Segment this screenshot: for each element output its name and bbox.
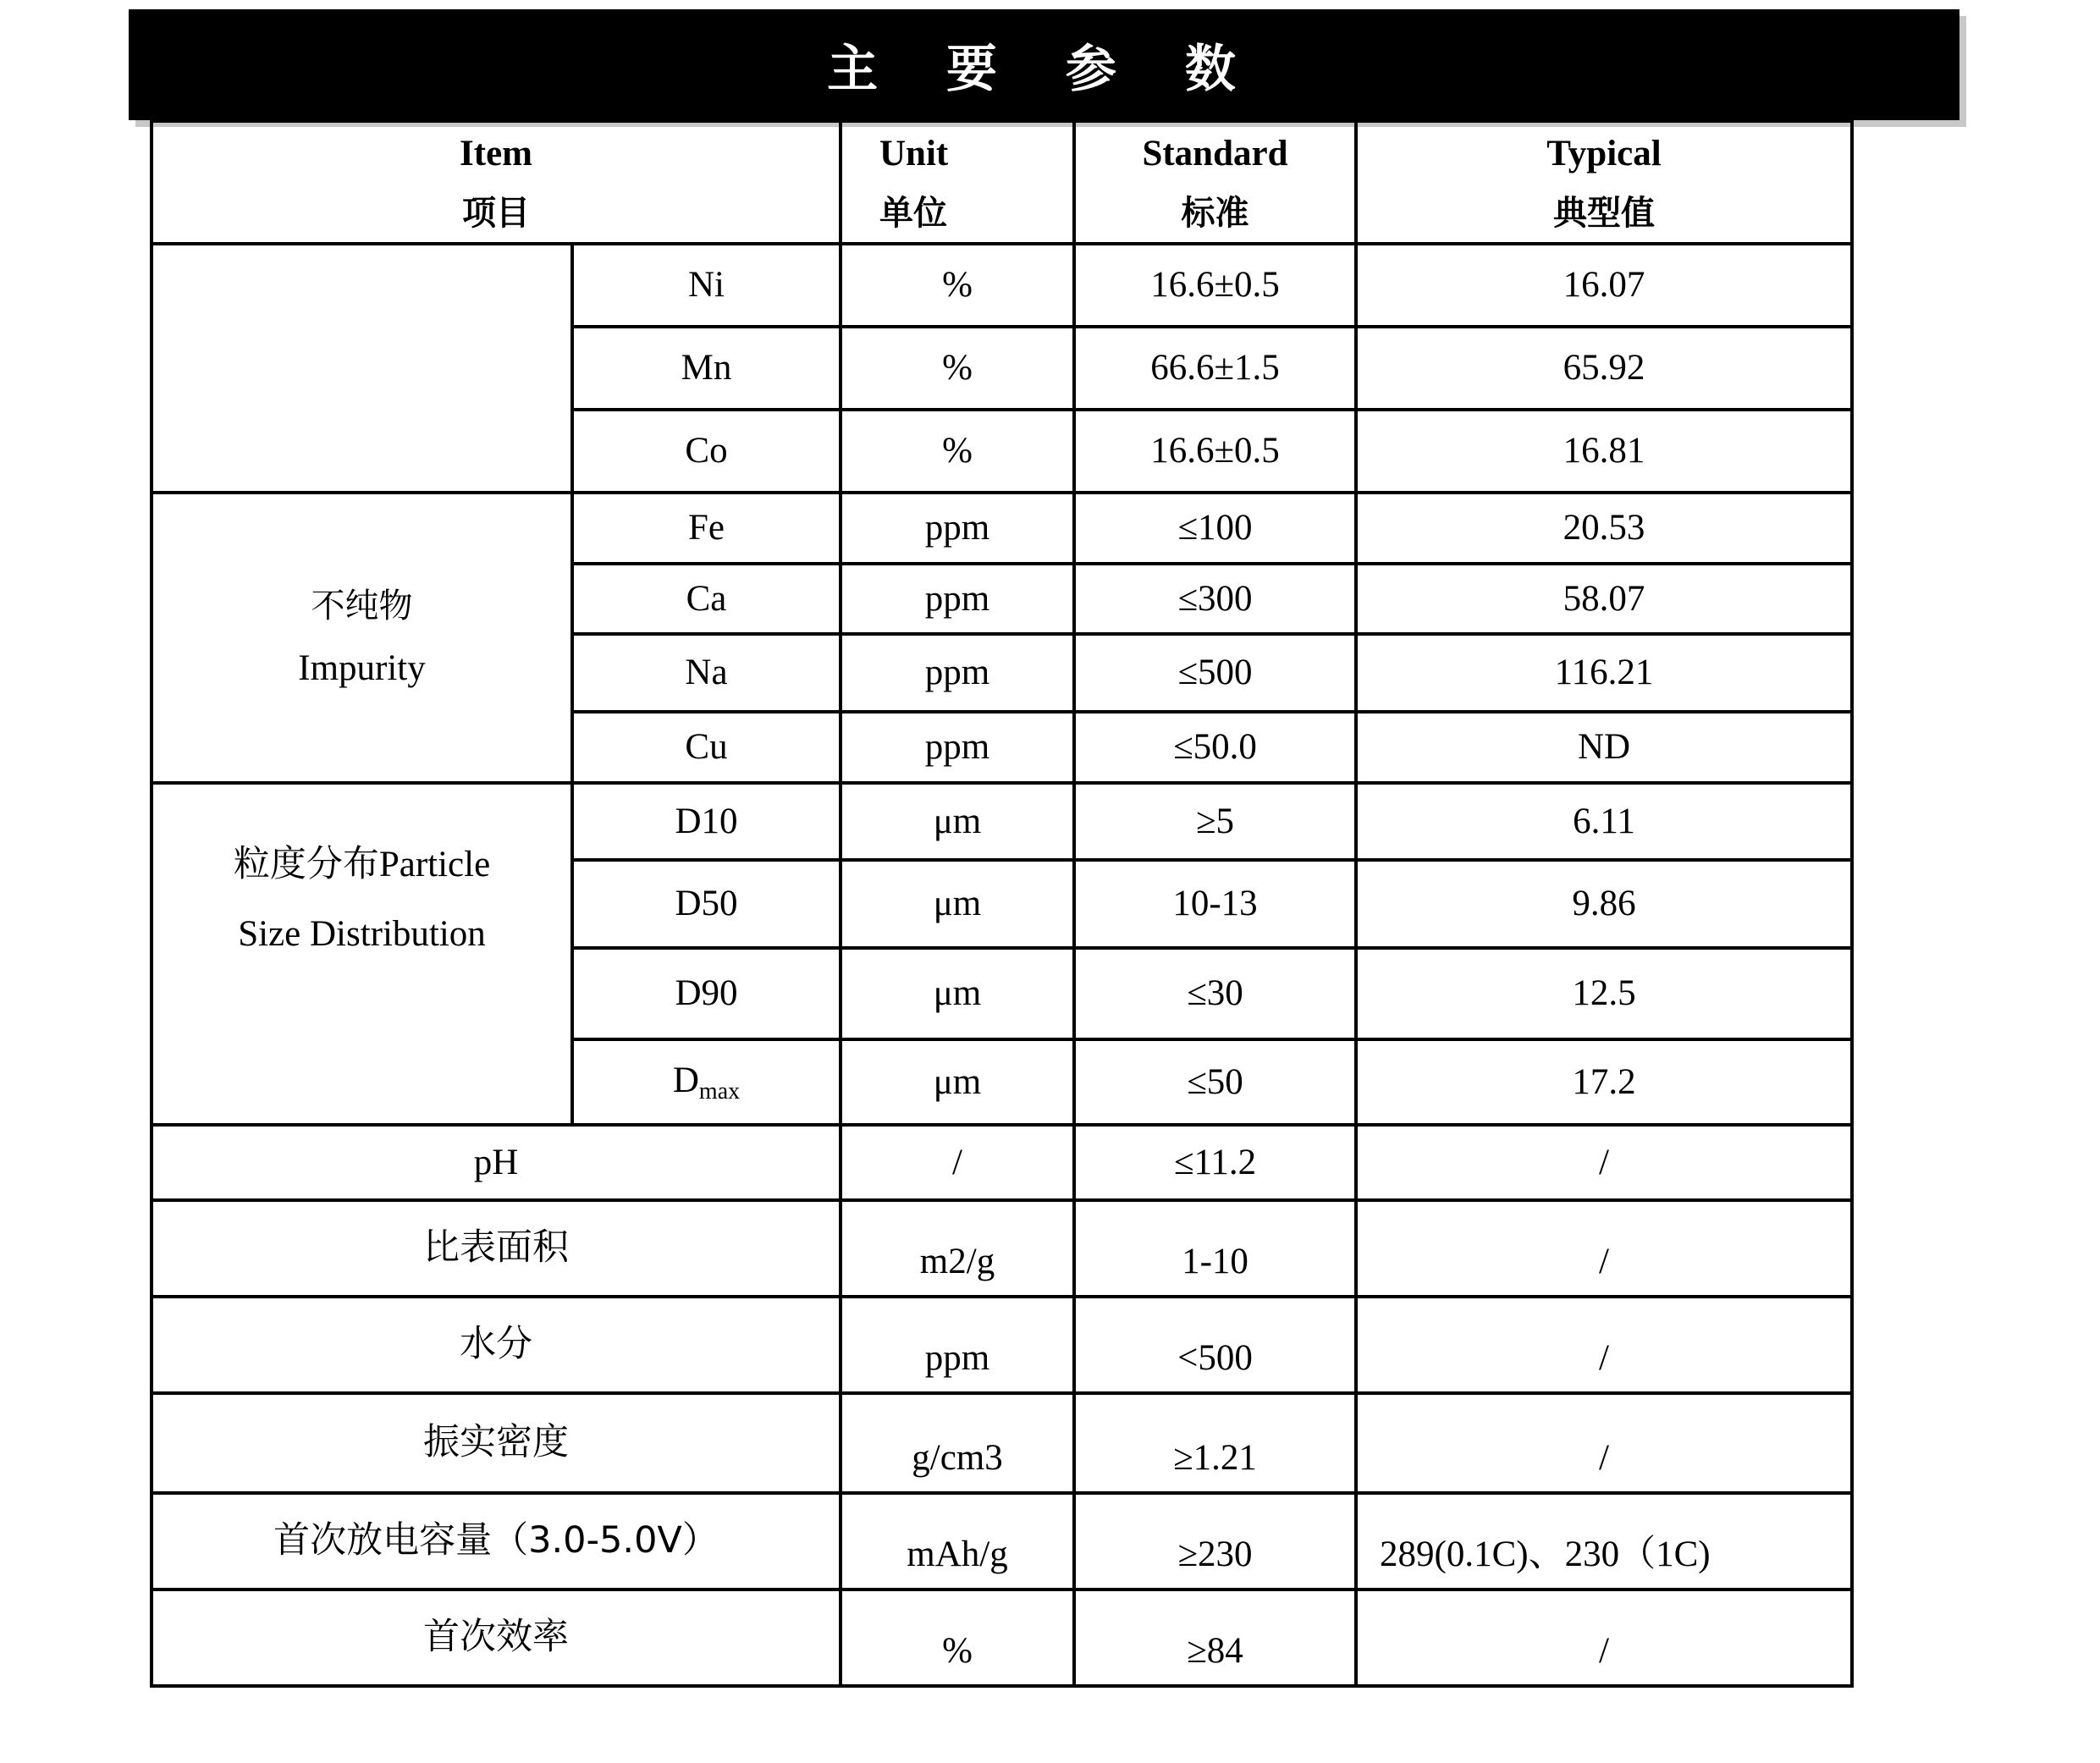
impurity-label-en: Impurity	[298, 647, 426, 688]
header-typical	[1356, 121, 1852, 244]
standard-cell: ≤500	[1074, 634, 1356, 712]
header-typical-en: Typical	[1546, 134, 1662, 174]
item-cell: 振实密度	[152, 1393, 841, 1493]
item-cell: 首次放电容量（3.0-5.0V）	[152, 1493, 841, 1589]
header-unit	[841, 121, 1074, 244]
table-row	[152, 1493, 1852, 1589]
item-cell: Ni	[572, 244, 841, 327]
unit-cell: ppm	[841, 564, 1074, 634]
item-cell: Mn	[572, 327, 841, 410]
standard-cell: <500	[1074, 1297, 1356, 1393]
item-cell: Cu	[572, 712, 841, 783]
unit-cell: ppm	[841, 634, 1074, 712]
typical-cell: 6.11	[1356, 783, 1852, 860]
standard-cell: ≥5	[1074, 783, 1356, 860]
typical-cell: /	[1356, 1297, 1852, 1393]
item-cell: pH	[152, 1125, 841, 1200]
typical-cell: 116.21	[1356, 634, 1852, 712]
standard-cell: 66.6±1.5	[1074, 327, 1356, 410]
standard-cell: ≥1.21	[1074, 1393, 1356, 1493]
header-unit-en: Unit	[879, 134, 949, 174]
typical-cell: /	[1356, 1125, 1852, 1200]
impurity-label-zh: 不纯物	[311, 586, 413, 625]
item-cell: Fe	[572, 493, 841, 564]
item-cell: 比表面积	[152, 1200, 841, 1297]
standard-cell: ≥230	[1074, 1493, 1356, 1589]
standard-cell: ≤100	[1074, 493, 1356, 564]
standard-cell: 10-13	[1074, 860, 1356, 948]
item-base: D	[672, 1061, 699, 1101]
composition-group-cell	[152, 244, 572, 493]
page-title: 主 要 参 数	[129, 9, 1959, 120]
item-cell: 首次效率	[152, 1589, 841, 1686]
table-row	[152, 1297, 1852, 1393]
standard-cell: ≤30	[1074, 948, 1356, 1039]
typical-cell: 65.92	[1356, 327, 1852, 410]
item-cell	[572, 1039, 841, 1125]
standard-cell: 1-10	[1074, 1200, 1356, 1297]
typical-cell: 289(0.1C)、230（1C)	[1356, 1493, 1852, 1589]
unit-cell: %	[841, 327, 1074, 410]
header-unit-zh: 单位	[879, 194, 947, 234]
table-row	[152, 244, 1852, 327]
unit-cell: ppm	[841, 1297, 1074, 1393]
table-row	[152, 493, 1852, 564]
unit-cell: μm	[841, 1039, 1074, 1125]
header-standard-en: Standard	[1142, 134, 1288, 174]
item-cell: 水分	[152, 1297, 841, 1393]
header-item	[152, 121, 841, 244]
header-standard-zh: 标准	[1181, 194, 1249, 234]
unit-cell: %	[841, 244, 1074, 327]
psd-label-line2: Size Distribution	[238, 913, 486, 954]
table-row	[152, 1393, 1852, 1493]
unit-cell: μm	[841, 948, 1074, 1039]
parameters-table	[150, 119, 1854, 1688]
item-cell: Ca	[572, 564, 841, 634]
unit-cell: μm	[841, 783, 1074, 860]
header-row	[152, 121, 1852, 244]
typical-cell: 9.86	[1356, 860, 1852, 948]
item-cell: Co	[572, 410, 841, 493]
typical-cell: 17.2	[1356, 1039, 1852, 1125]
unit-cell: m2/g	[841, 1200, 1074, 1297]
unit-cell: %	[841, 1589, 1074, 1686]
typical-cell: 20.53	[1356, 493, 1852, 564]
standard-cell: ≤300	[1074, 564, 1356, 634]
typical-cell: 16.07	[1356, 244, 1852, 327]
unit-cell: ppm	[841, 493, 1074, 564]
impurity-group-cell	[152, 493, 572, 783]
item-cell: D90	[572, 948, 841, 1039]
typical-cell: /	[1356, 1589, 1852, 1686]
standard-cell: 16.6±0.5	[1074, 244, 1356, 327]
standard-cell: 16.6±0.5	[1074, 410, 1356, 493]
typical-cell: 16.81	[1356, 410, 1852, 493]
psd-label-line1: 粒度分布Particle	[233, 845, 491, 885]
typical-cell: ND	[1356, 712, 1852, 783]
header-item-zh: 项目	[462, 194, 530, 234]
item-cell: Na	[572, 634, 841, 712]
header-standard	[1074, 121, 1356, 244]
table-row	[152, 1125, 1852, 1200]
table-row	[152, 783, 1852, 860]
header-typical-zh: 典型值	[1553, 194, 1655, 234]
table-row	[152, 1200, 1852, 1297]
unit-cell: /	[841, 1125, 1074, 1200]
item-cell: D10	[572, 783, 841, 860]
psd-group-cell	[152, 783, 572, 1125]
table-row	[152, 1589, 1852, 1686]
item-cell: D50	[572, 860, 841, 948]
header-item-en: Item	[460, 134, 532, 174]
typical-cell: 58.07	[1356, 564, 1852, 634]
unit-cell: ppm	[841, 712, 1074, 783]
typical-cell: /	[1356, 1200, 1852, 1297]
typical-cell: 12.5	[1356, 948, 1852, 1039]
typical-cell: /	[1356, 1393, 1852, 1493]
unit-cell: %	[841, 410, 1074, 493]
unit-cell: mAh/g	[841, 1493, 1074, 1589]
unit-cell: g/cm3	[841, 1393, 1074, 1493]
standard-cell: ≤50	[1074, 1039, 1356, 1125]
unit-cell: μm	[841, 860, 1074, 948]
standard-cell: ≥84	[1074, 1589, 1356, 1686]
item-subscript: max	[698, 1078, 741, 1105]
standard-cell: ≤11.2	[1074, 1125, 1356, 1200]
standard-cell: ≤50.0	[1074, 712, 1356, 783]
